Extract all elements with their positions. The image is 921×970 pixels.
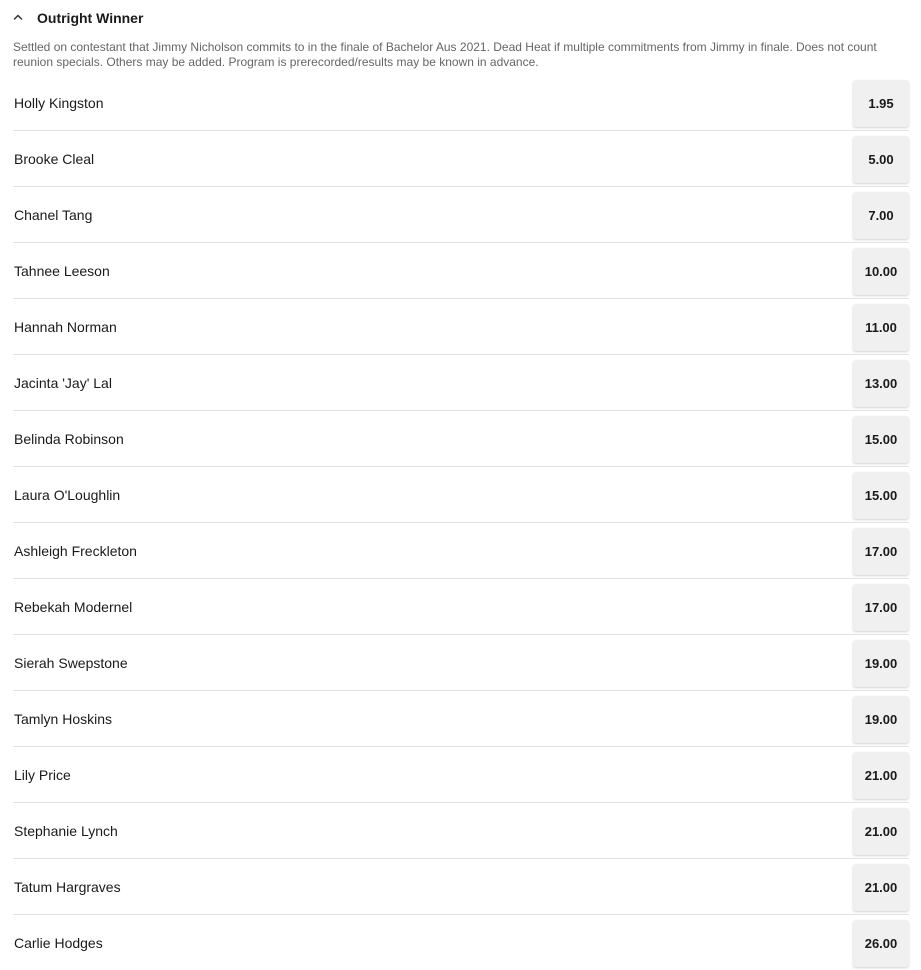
runner-name: Tamlyn Hoskins [14,711,113,727]
runner-row [13,131,909,187]
runner-row [13,467,909,523]
runner-row [13,915,909,970]
runner-row [13,747,909,803]
runner-name: Tatum Hargraves [14,879,121,895]
odds-button[interactable]: 26.00 [853,920,909,967]
runner-row [13,299,909,355]
odds-button[interactable]: 10.00 [853,248,909,295]
runner-name: Belinda Robinson [14,431,124,447]
runner-name: Sierah Swepstone [14,655,128,671]
chevron-up-icon[interactable] [12,11,24,23]
runner-name: Carlie Hodges [14,935,103,951]
runner-name: Ashleigh Freckleton [14,543,137,559]
odds-button[interactable]: 15.00 [853,472,909,519]
runner-name: Jacinta 'Jay' Lal [14,375,112,391]
odds-button[interactable]: 7.00 [853,192,909,239]
odds-button[interactable]: 21.00 [853,752,909,799]
runner-name: Tahnee Leeson [14,263,110,279]
runner-row [13,187,909,243]
runner-row [13,859,909,915]
odds-button[interactable]: 21.00 [853,808,909,855]
runner-name: Laura O'Loughlin [14,487,121,503]
odds-button[interactable]: 19.00 [853,696,909,743]
runner-name: Brooke Cleal [14,151,95,167]
market-description: Settled on contestant that Jimmy Nicholson commits to in the finale of Bachelor Aus 2021. Dead Heat if multiple commitments from Jimmy in finale. Does not count reunion specials. Others may be added. Program is prerecorded/results may be known in advance. [13,40,877,69]
runner-row [13,635,909,691]
odds-button[interactable]: 11.00 [853,304,909,351]
market-title: Outright Winner [37,10,144,26]
runner-row [13,411,909,467]
runner-row [13,523,909,579]
runner-row [13,75,909,131]
runner-row [13,691,909,747]
odds-button[interactable]: 13.00 [853,360,909,407]
runner-row [13,803,909,859]
odds-button[interactable]: 19.00 [853,640,909,687]
runner-name: Stephanie Lynch [14,823,118,839]
runner-name: Rebekah Modernel [14,599,133,615]
odds-button[interactable]: 15.00 [853,416,909,463]
odds-button[interactable]: 17.00 [853,528,909,575]
runner-row [13,355,909,411]
runner-row [13,579,909,635]
odds-button[interactable]: 1.95 [853,80,909,127]
odds-button[interactable]: 5.00 [853,136,909,183]
runner-name: Holly Kingston [14,95,104,111]
runner-row [13,243,909,299]
runner-name: Lily Price [14,767,71,783]
runner-name: Hannah Norman [14,319,117,335]
runner-name: Chanel Tang [14,207,93,223]
market-header-toggle[interactable] [0,0,300,36]
odds-button[interactable]: 17.00 [853,584,909,631]
odds-button[interactable]: 21.00 [853,864,909,911]
runner-list [13,75,909,970]
